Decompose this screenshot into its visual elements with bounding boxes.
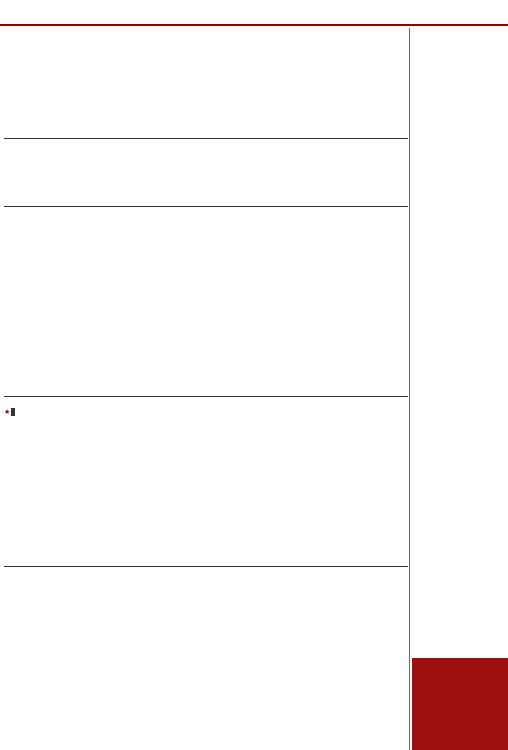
- article-2-column-1: [4, 183, 101, 205]
- article-2-column-4: [311, 183, 408, 205]
- article-4-column-5: [341, 602, 409, 748]
- article-4-column-3: [181, 592, 264, 748]
- sidebar-item-2-body: [414, 210, 506, 300]
- commentary-column-4: [313, 424, 408, 562]
- article-2-column-3: [209, 183, 306, 205]
- article-3-column-3: [136, 244, 223, 304]
- article-3-column-2: [71, 234, 133, 394]
- sidebar-item-1: [414, 34, 506, 190]
- article-4-column-1: [4, 592, 87, 748]
- divider: [4, 566, 408, 567]
- article-1-column-3: [209, 76, 306, 136]
- right-sidebar: [412, 28, 508, 750]
- article-4-right: [268, 602, 408, 748]
- sidebar-item-1-body: [414, 38, 506, 190]
- article-2-body: [4, 183, 408, 205]
- article-3-column-4: [228, 244, 315, 304]
- divider: [4, 138, 408, 139]
- article-4-column-2: [92, 592, 175, 748]
- article-1-column-4: [311, 76, 408, 136]
- article-3-left: [4, 234, 132, 394]
- commentary-body: [112, 424, 408, 562]
- article-1: [4, 76, 408, 136]
- article-3-column-5: [321, 244, 408, 304]
- article-3-column-1: [4, 234, 66, 394]
- sidebar-item-5: [414, 568, 506, 642]
- article-3-lower: [210, 330, 408, 392]
- sidebar-divider: [409, 28, 410, 750]
- sidebar-item-4-body: [414, 466, 506, 546]
- main-headline: [6, 36, 404, 72]
- article-1-column-2: [106, 76, 203, 136]
- sidebar-item-2: [414, 206, 506, 300]
- article-4-left: [4, 592, 264, 748]
- article-3-mid: [136, 244, 408, 304]
- divider: [4, 396, 408, 397]
- article-2-column-2: [106, 183, 203, 205]
- article-1-column-1: [4, 76, 101, 136]
- commentary-column-3: [212, 424, 307, 562]
- divider: [4, 206, 408, 207]
- sidebar-item-4: [414, 462, 506, 546]
- header-rule: [0, 24, 508, 26]
- advertisement: [412, 658, 508, 750]
- article-3-column-7: [312, 330, 409, 392]
- star-icon: ★: [4, 408, 11, 416]
- page-header: [0, 0, 508, 26]
- commentary-column-2: [112, 424, 207, 562]
- commentary-column-1: [4, 413, 108, 563]
- article-4-column-4: [268, 602, 336, 748]
- commentary-tag-row: [4, 399, 144, 416]
- sidebar-item-3: [414, 328, 506, 442]
- sidebar-item-3-body: [414, 332, 506, 442]
- sidebar-item-5-body: [414, 572, 506, 642]
- article-3-column-6: [210, 330, 307, 392]
